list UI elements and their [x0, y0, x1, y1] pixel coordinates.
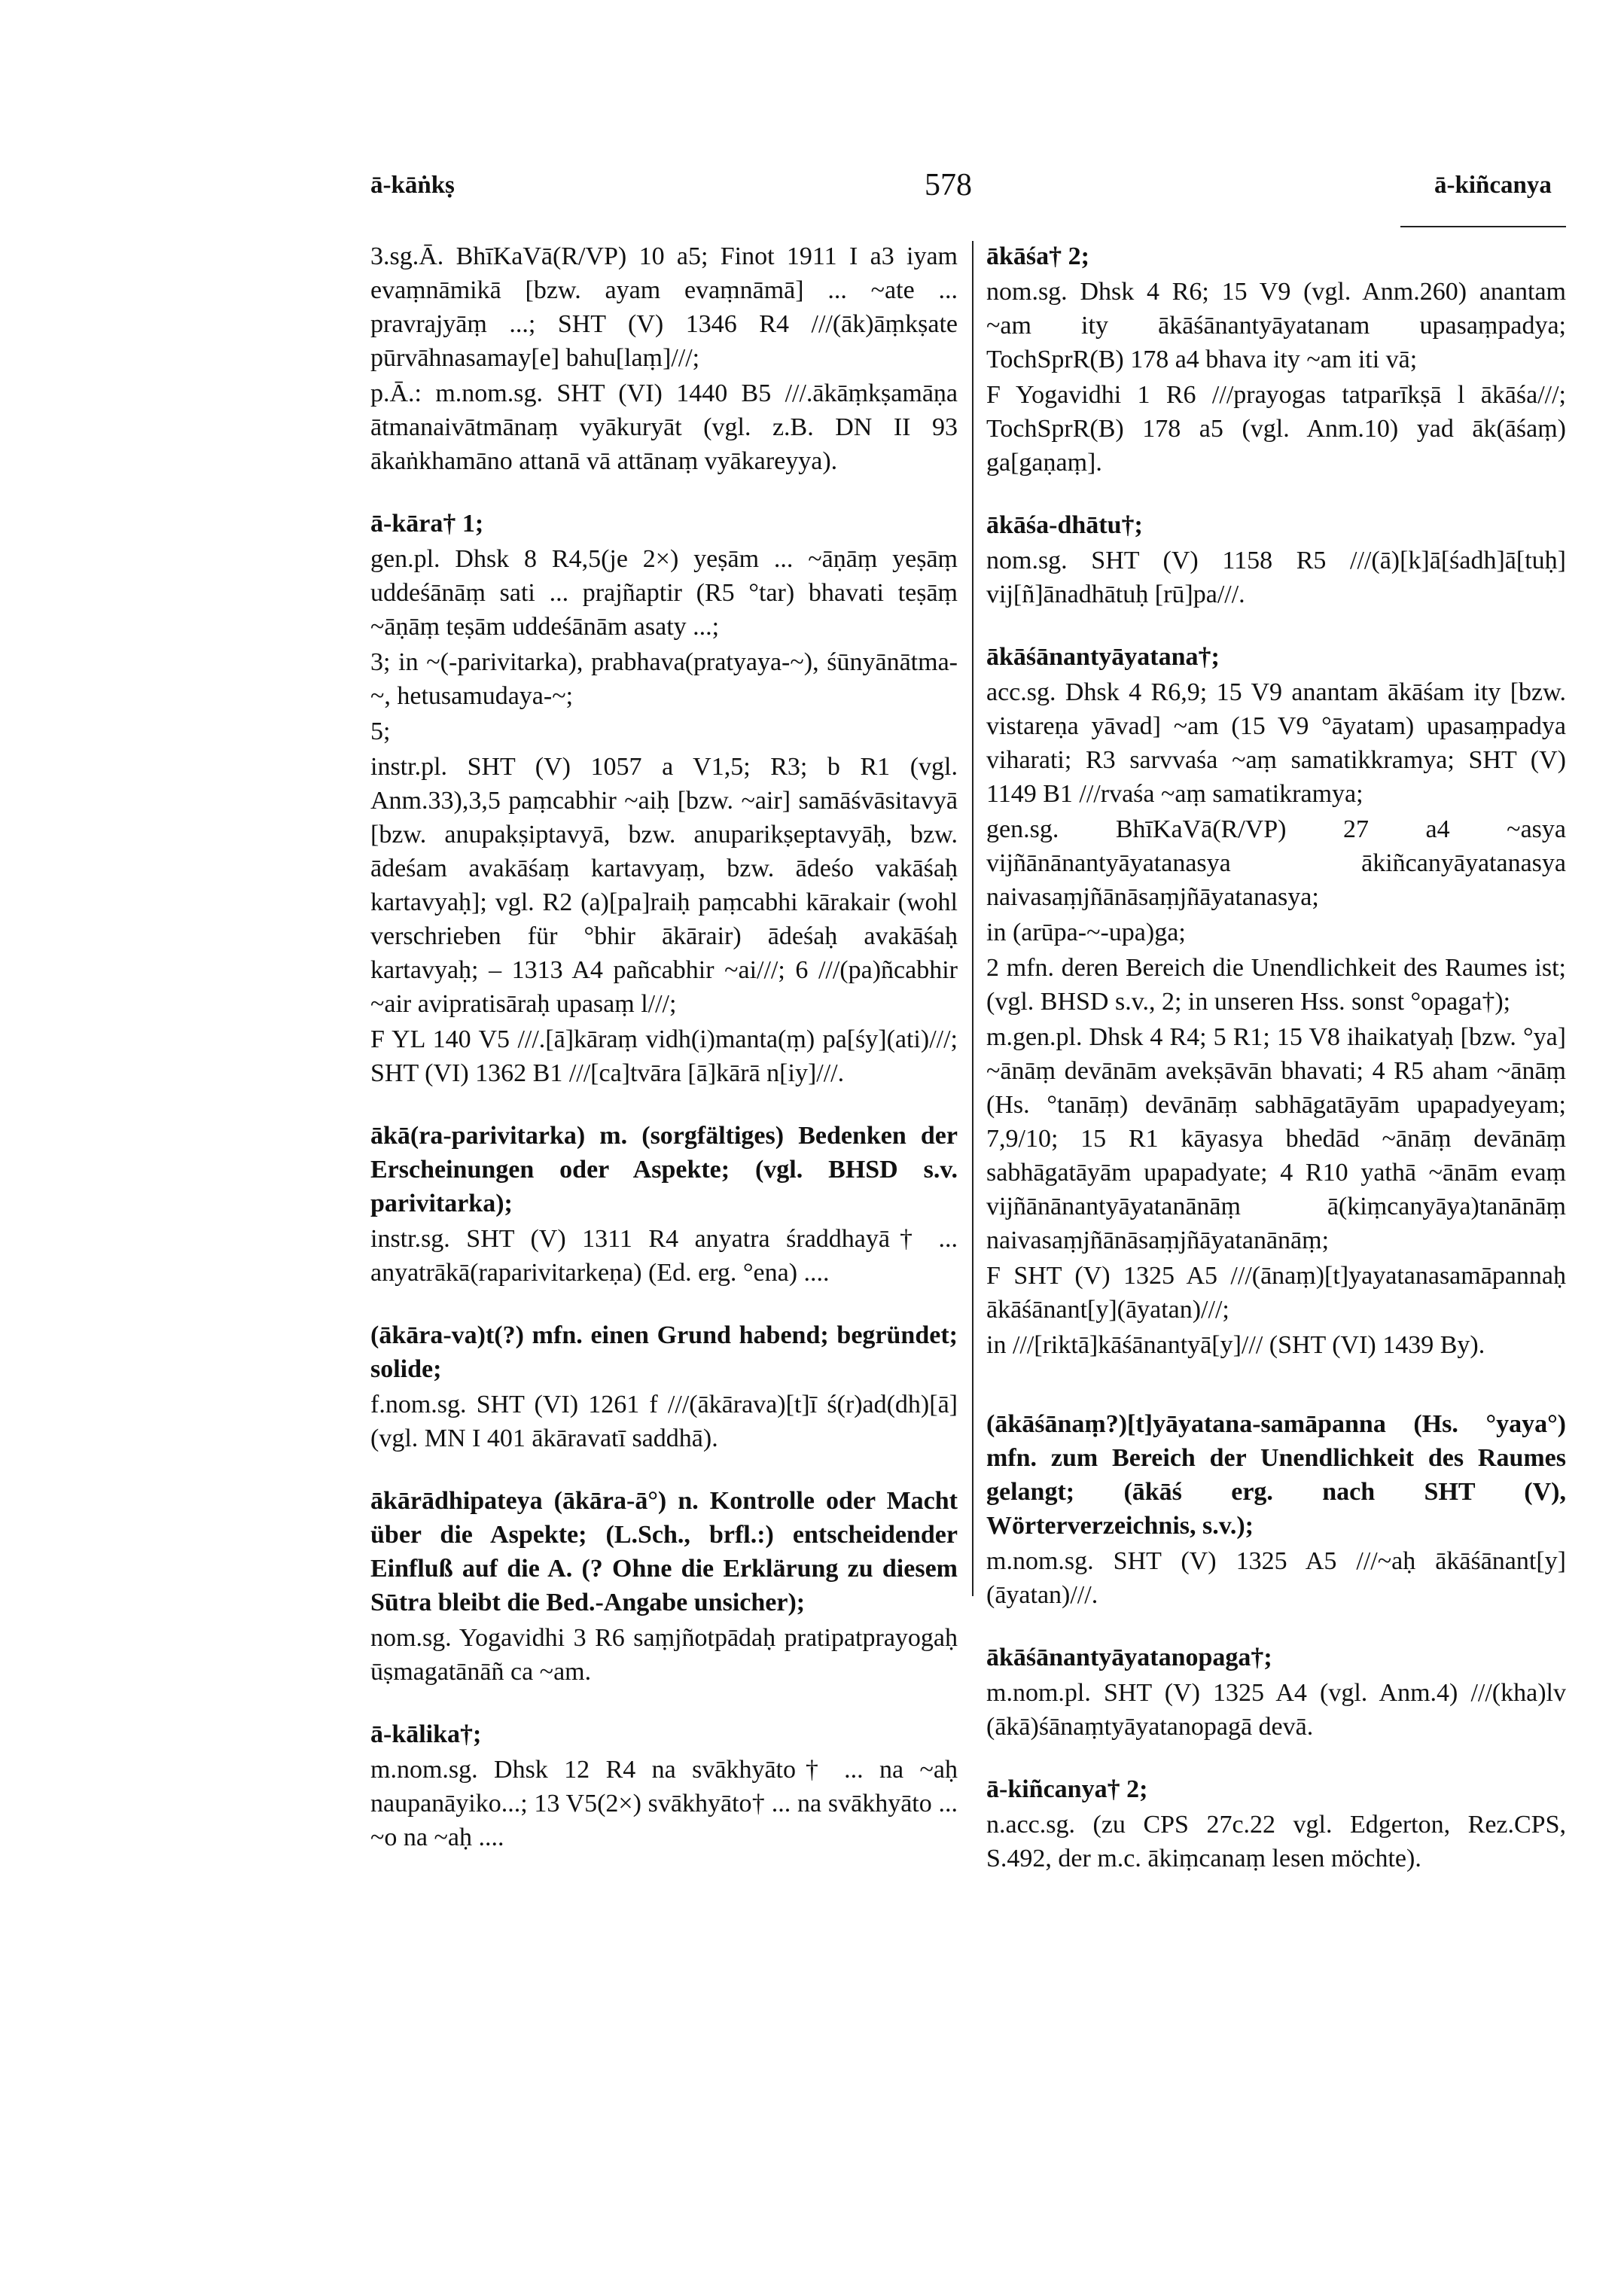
entry-line: m.nom.sg. SHT (V) 1325 A5 ///~aḥ ākāśānant[y](āyatan)///. [986, 1547, 1566, 1609]
entry-line: 5; [370, 718, 391, 745]
headword: ākāśa-dhātu†; [986, 511, 1143, 539]
entry-line: m.nom.sg. Dhsk 12 R4 na svākhyāto† ... na ~aḥ naupanāyiko...; 13 V5(2×) svākhyāto† ... na svākhyāto ... ~o na ~aḥ .... [370, 1756, 958, 1851]
headword: (ākāra-va)t(?) mfn. einen Grund habend; begründet; solide; [370, 1321, 958, 1383]
column-divider [972, 241, 973, 1596]
right-column [986, 239, 1566, 1877]
headword: ā-kāra† 1; [370, 510, 484, 538]
headword: ākāśānantyāyatana†; [986, 643, 1220, 671]
entry-line: instr.sg. SHT (V) 1311 R4 anyatra śraddhayā† ... anyatrākā(raparivitarkeṇa) (Ed. erg. °ena) .... [370, 1225, 958, 1287]
entry-line: gen.sg. BhīKaVā(R/VP) 27 a4 ~asya vijñānānantyāyatanasya ākiñcanyāyatanasya naivasaṃjñānāsaṃjñāyatanasya; [986, 815, 1566, 911]
entry-line: 3; in ~(-parivitarka), prabhava(pratyaya-~), śūnyānātma-~, hetusamudaya-~; [370, 648, 958, 710]
headword: (ākāśānaṃ?)[t]yāyatana-samāpanna (Hs. °yaya°) mfn. zum Bereich der Unendlichkeit des Raumes gelangt; (ākāś erg. nach SHT (V), Wörterverzeichnis, s.v.); [986, 1410, 1566, 1540]
entry-line: f.nom.sg. SHT (VI) 1261 f ///(ākārava)[t]ī ś(r)ad(dh)[ā] (vgl. MN I 401 ākāravatī saddhā). [370, 1391, 958, 1452]
entry-line: m.gen.pl. Dhsk 4 R4; 5 R1; 15 V8 ihaikatyaḥ [bzw. °ya] ~ānāṃ devānām avekṣāvān bhavati; 4 R5 aham ~ānāṃ (Hs. °tanāṃ) devānāṃ sabhāgatāyām upapadyeyam; 7,9/10; 15 R1 kāyasya bhedād ~ānāṃ devānāṃ sabhāgatāyām upapadyate; 4 R10 yathā ~ānām evaṃ vijñānānantyāyatanānāṃ ā(kiṃcanyāya)tanānāṃ naivasaṃjñānāsaṃjñāyatanānāṃ; [986, 1023, 1566, 1254]
entry-line: in ///[riktā]kāśānantyā[y]/// (SHT (VI) 1439 By). [986, 1331, 1485, 1359]
entry-line: m.nom.pl. SHT (V) 1325 A4 (vgl. Anm.4) ///(kha)lv (ākā)śānaṃtyāyatanopagā devā. [986, 1679, 1566, 1741]
header-rule [1400, 226, 1566, 227]
entry-line: F SHT (V) 1325 A5 ///(ānaṃ)[t]yayatanasamāpannaḥ ākāśānant[y](āyatan)///; [986, 1262, 1566, 1324]
headword: ākāśa† 2; [986, 242, 1089, 270]
entry-line: F YL 140 V5 ///.[ā]kāraṃ vidh(i)manta(ṃ) pa[śy](ati)///; SHT (VI) 1362 B1 ///[ca]tvāra [ā]kārā n[iy]///. [370, 1025, 958, 1087]
entry-line: gen.pl. Dhsk 8 R4,5(je 2×) yeṣām ... ~āṇāṃ yeṣāṃ uddeśānāṃ sati ... prajñaptir (R5 °tar) bhavati teṣāṃ ~āṇāṃ teṣām uddeśānām asaty ...; [370, 545, 958, 641]
headword: ākāśānantyāyatanopaga†; [986, 1644, 1272, 1671]
running-header-left: ā-kāṅkṣ [370, 172, 455, 199]
entry-line: nom.sg. Dhsk 4 R6; 15 V9 (vgl. Anm.260) anantam ~am ity ākāśānantyāyatanam upasaṃpadya; TochSprR(B) 178 a4 bhava ity ~am iti vā; [986, 278, 1566, 373]
entry-line: instr.pl. SHT (V) 1057 a V1,5; R3; b R1 (vgl. Anm.33),3,5 paṃcabhir ~aiḥ [bzw. ~air] samāśvāsitavyā [bzw. anupakṣiptavyā, bzw. anuparikṣeptavyāḥ, bzw. ādeśam avakāśaṃ kartavyaṃ, bzw. ādeśo vakāśaḥ kartavyaḥ]; vgl. R2 (a)[pa]raiḥ paṃcabhi kārakair (wohl verschrieben für °bhir ākārair) ādeśaḥ avakāśaḥ kartavyaḥ; – 1313 A4 pañcabhir ~ai///; 6 ///(pa)ñcabhir ~air avipratisāraḥ upasaṃ l///; [370, 753, 958, 1018]
entry-line: 3.sg.Ā. BhīKaVā(R/VP) 10 a5; Finot 1911 I a3 iyam evaṃnāmikā [bzw. ayam evaṃnāmā] ... ~ate ... pravrajyāṃ ...; SHT (V) 1346 R4 ///(āk)āṃkṣate pūrvāhnasamay[e] bahu[laṃ]///; [370, 242, 958, 372]
headword: ā-kālika†; [370, 1720, 482, 1748]
headword: ākārādhipateya (ākāra-ā°) n. Kontrolle oder Macht über die Aspekte; (L.Sch., brfl.:) entscheidender Einfluß auf die A. (? Ohne die Erklärung zu diesem Sūtra bleibt die Bed.-Angabe unsicher); [370, 1487, 958, 1616]
page-number: 578 [925, 168, 972, 203]
entry-line: acc.sg. Dhsk 4 R6,9; 15 V9 anantam ākāśam ity [bzw. vistareṇa yāvad] ~am (15 V9 °āyatam) upasaṃpadya viharati; R3 sarvvaśa ~aṃ samatikkramya; SHT (V) 1149 B1 ///rvaśa ~aṃ samatikramya; [986, 678, 1566, 808]
entry-line: p.Ā.: m.nom.sg. SHT (VI) 1440 B5 ///.ākāṃkṣamāṇa ātmanaivātmānaṃ vyākuryāt (vgl. z.B. DN II 93 ākaṅkhamāno attanā vā attānaṃ vyākareyya). [370, 379, 958, 475]
headword: ākā(ra-parivitarka) m. (sorgfältiges) Bedenken der Erscheinungen oder Aspekte; (vgl. BHSD s.v. parivitarka); [370, 1122, 958, 1217]
entry-line: in (arūpa-~-upa)ga; [986, 919, 1186, 946]
entry-line: 2 mfn. deren Bereich die Unendlichkeit des Raumes ist; (vgl. BHSD s.v., 2; in unseren Hss. sonst °opaga†); [986, 954, 1566, 1016]
left-column [370, 239, 958, 1856]
running-header-right: ā-kiñcanya [1434, 172, 1552, 199]
entry-line: nom.sg. Yogavidhi 3 R6 saṃjñotpādaḥ pratipatprayogaḥ ūṣmagatānāñ ca ~am. [370, 1624, 958, 1686]
entry-line: F Yogavidhi 1 R6 ///prayogas tatparīkṣā l ākāśa///; TochSprR(B) 178 a5 (vgl. Anm.10) yad āk(āśaṃ) ga[gaṇaṃ]. [986, 381, 1566, 477]
entry-line: nom.sg. SHT (V) 1158 R5 ///(ā)[k]ā[śadh]ā[tuḥ] vij[ñ]ānadhātuḥ [rū]pa///. [986, 547, 1566, 608]
headword: ā-kiñcanya† 2; [986, 1775, 1148, 1803]
entry-line: n.acc.sg. (zu CPS 27c.22 vgl. Edgerton, Rez.CPS, S.492, der m.c. ākiṃcanaṃ lesen möchte). [986, 1811, 1566, 1872]
